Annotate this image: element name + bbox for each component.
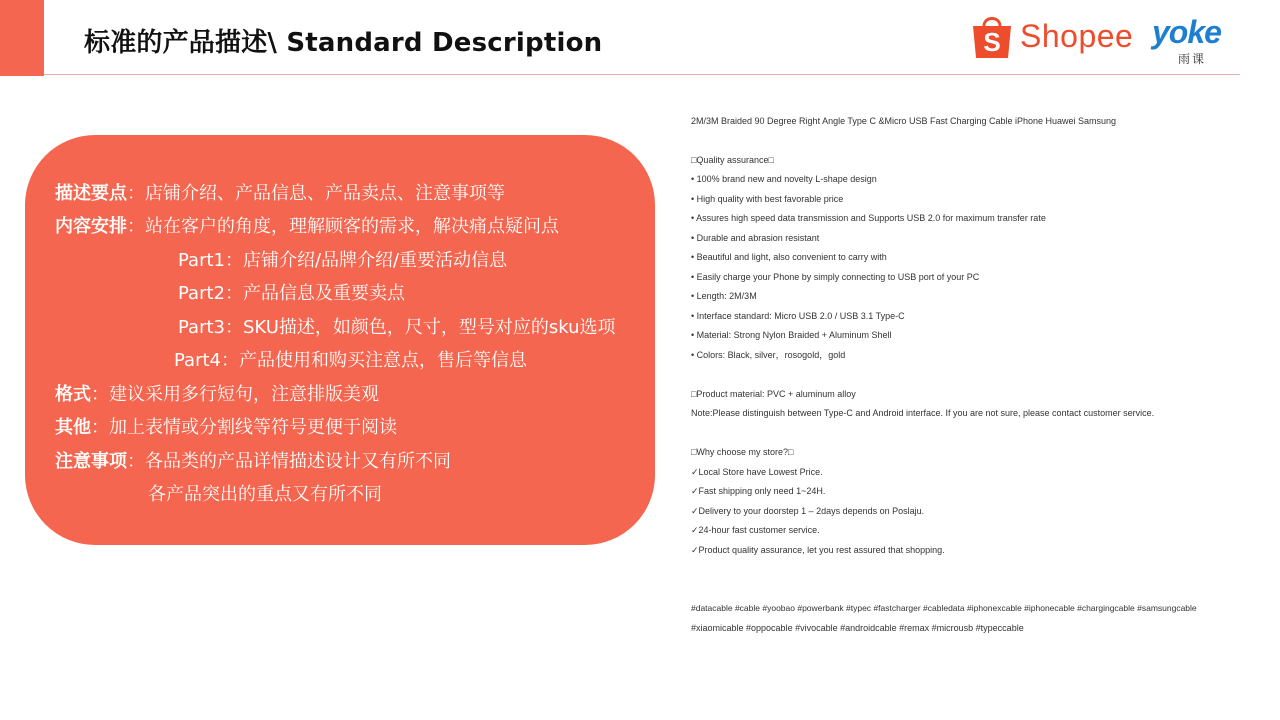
panel-line-label: 格式 bbox=[55, 384, 91, 405]
panel-line bbox=[178, 250, 507, 272]
shopping-bag-icon bbox=[970, 12, 1014, 60]
description-line: □Why choose my store?□ bbox=[691, 447, 794, 457]
panel-line-text: Part2：产品信息及重要卖点 bbox=[178, 283, 405, 304]
panel-line-text: ：建议采用多行短句，注意排版美观 bbox=[91, 384, 379, 405]
panel-line-text: Part1：店铺介绍/品牌介绍/重要活动信息 bbox=[178, 250, 508, 271]
panel-line bbox=[55, 451, 451, 473]
description-line: 2M/3M Braided 90 Degree Right Angle Type C &Micro USB Fast Charging Cable iPhone Huawei Samsung bbox=[691, 116, 1117, 126]
panel-line-text: ：各品类的产品详情描述设计又有所不同 bbox=[127, 451, 451, 472]
panel-line-text: ：站在客户的角度，理解顾客的需求，解决痛点疑问点 bbox=[127, 216, 559, 237]
description-line: ✓24-hour fast customer service. bbox=[691, 525, 820, 535]
guideline-panel bbox=[25, 135, 655, 545]
description-line: ✓Fast shipping only need 1~24H. bbox=[691, 486, 826, 496]
description-line: • Length: 2M/3M bbox=[691, 291, 757, 301]
yoke-logo-subtitle: 雨课 bbox=[1178, 52, 1207, 66]
description-line: • Interface standard: Micro USB 2.0 / USB 3.1 Type-C bbox=[691, 311, 905, 321]
panel-line bbox=[55, 216, 559, 238]
description-line: □Quality assurance□ bbox=[691, 155, 774, 165]
hashtag-line: #xiaomicable #oppocable #vivocable #androidcable #remax #microusb #typeccable bbox=[691, 623, 1024, 633]
description-line: □Product material: PVC + aluminum alloy bbox=[691, 389, 856, 399]
yoke-logo-text: yoke bbox=[1152, 14, 1221, 50]
description-line: ✓Delivery to your doorstep 1 – 2days depends on Poslaju. bbox=[691, 506, 925, 516]
description-line: • 100% brand new and novelty L-shape design bbox=[691, 174, 877, 184]
panel-line-label: 内容安排 bbox=[55, 216, 127, 237]
panel-line-label: 注意事项 bbox=[55, 451, 127, 472]
description-line: • Easily charge your Phone by simply connecting to USB port of your PC bbox=[691, 272, 980, 282]
panel-line bbox=[55, 384, 379, 406]
description-line: Note:Please distinguish between Type-C and Android interface. If you are not sure, please contact customer service. bbox=[691, 408, 1155, 418]
description-line: ✓Local Store have Lowest Price. bbox=[691, 467, 823, 477]
description-line: • High quality with best favorable price bbox=[691, 194, 844, 204]
panel-line-text: 各产品突出的重点又有所不同 bbox=[148, 484, 382, 505]
header-divider bbox=[44, 74, 1240, 75]
panel-line-label: 其他 bbox=[55, 417, 91, 438]
panel-line bbox=[178, 283, 405, 305]
panel-line bbox=[55, 183, 505, 205]
panel-line-text: Part3：SKU描述，如颜色，尺寸，型号对应的sku选项 bbox=[178, 317, 616, 338]
description-line: • Beautiful and light, also convenient to carry with bbox=[691, 252, 887, 262]
panel-line-text: ：店铺介绍、产品信息、产品卖点、注意事项等 bbox=[127, 183, 505, 204]
description-line: ✓Product quality assurance, let you rest assured that shopping. bbox=[691, 545, 945, 555]
panel-line-label: 描述要点 bbox=[55, 183, 127, 204]
description-line: • Assures high speed data transmission and Supports USB 2.0 for maximum transfer rate bbox=[691, 213, 1046, 223]
panel-line bbox=[148, 484, 382, 506]
panel-line bbox=[55, 417, 397, 439]
yoke-logo bbox=[1150, 14, 1240, 70]
shopee-icon-letter: S bbox=[983, 27, 1001, 57]
page-title: 标准的产品描述\ Standard Description bbox=[84, 28, 603, 58]
panel-line-text: Part4：产品使用和购买注意点，售后等信息 bbox=[174, 350, 527, 371]
hashtag-line: #datacable #cable #yoobao #powerbank #typec #fastcharger #cabledata #iphonexcable #iphonecable #chargingcable #samsungcable bbox=[691, 603, 1197, 613]
panel-line-text: ：加上表情或分割线等符号更便于阅读 bbox=[91, 417, 397, 438]
description-line: • Colors: Black, silver，rosogold，gold bbox=[691, 350, 846, 360]
corner-accent-block bbox=[0, 0, 44, 76]
panel-line bbox=[174, 350, 527, 372]
description-line: • Durable and abrasion resistant bbox=[691, 233, 820, 243]
panel-line bbox=[178, 317, 616, 339]
description-line: • Material: Strong Nylon Braided + Aluminum Shell bbox=[691, 330, 892, 340]
shopee-logo-text: Shopee bbox=[1020, 18, 1134, 54]
shopee-logo bbox=[970, 10, 1140, 64]
